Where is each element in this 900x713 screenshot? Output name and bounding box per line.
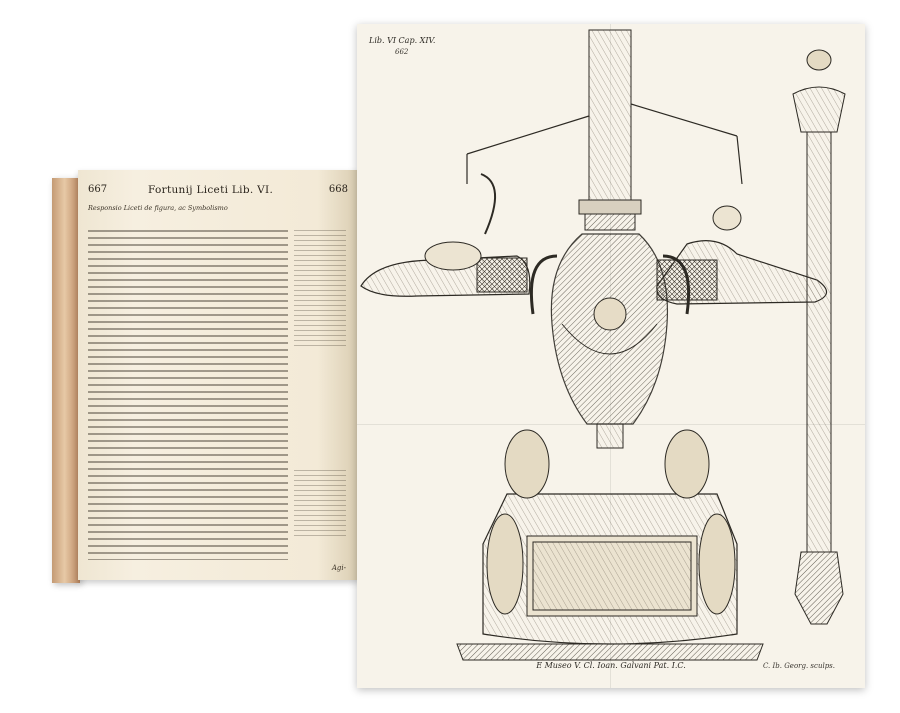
- margin-notes: [294, 230, 346, 350]
- page-number-left: 667: [88, 184, 108, 195]
- page-header: [78, 184, 360, 200]
- engraver-signature: C. Ib. Georg. sculps.: [762, 662, 835, 670]
- body-text-block: [88, 230, 288, 560]
- right-sandal: [657, 206, 827, 304]
- chapter-heading: Responsio Liceti de figura, ac Symbolismo: [88, 204, 228, 212]
- margin-notes-lower: [294, 470, 346, 540]
- plate-caption: E Museo V. Cl. Ioan. Galvani Pat. I.C.: [536, 661, 686, 670]
- book-page: [78, 170, 360, 580]
- left-sandal: [361, 174, 530, 296]
- pedestal-base: [457, 430, 763, 660]
- book-page-edges: [52, 178, 80, 583]
- plate-reference: Lib. VI Cap. XIV.: [369, 36, 436, 45]
- central-column: [579, 30, 641, 230]
- engraved-plate: [357, 24, 865, 688]
- plate-page-mark: 662: [395, 48, 409, 56]
- running-title: Fortunij Liceti Lib. VI.: [148, 184, 274, 196]
- catchword: Agi-: [331, 564, 346, 572]
- page-number-right: 668: [328, 184, 348, 195]
- lamp-engraving: [357, 24, 865, 688]
- candlestick-pole: [793, 50, 845, 624]
